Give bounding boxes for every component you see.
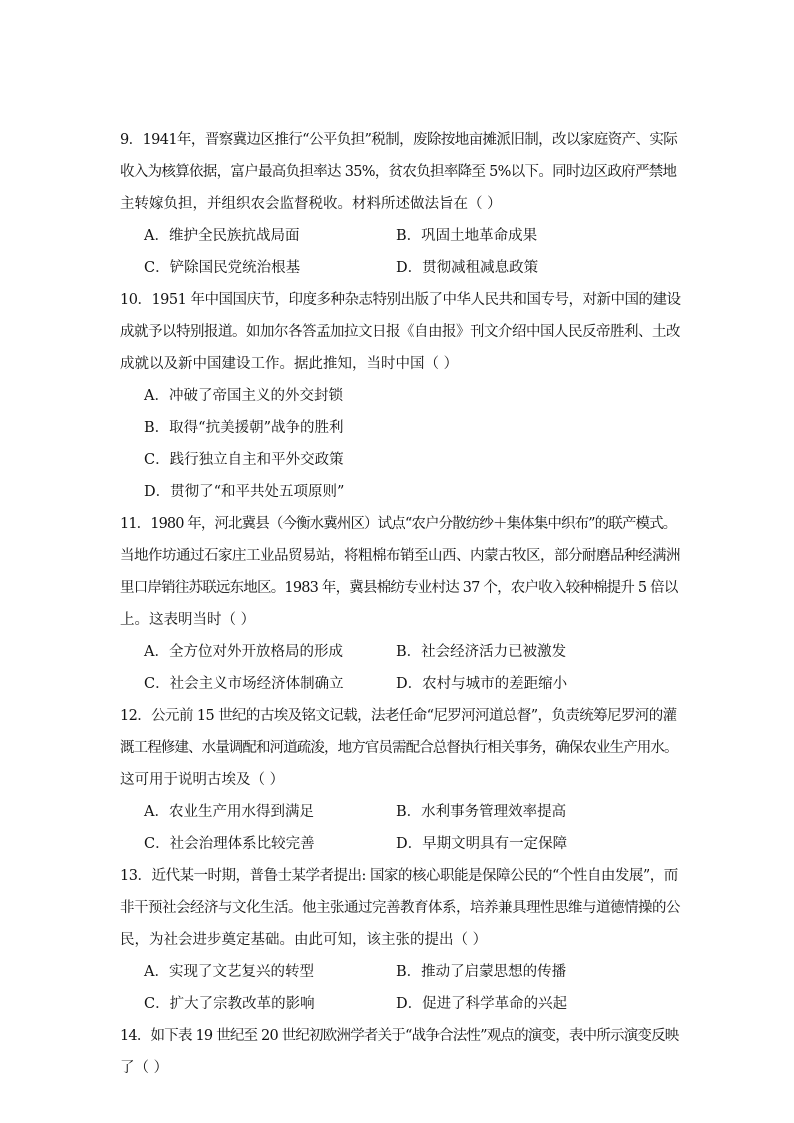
- question-text-line: 主转嫁负担，并组织农会监督税收。材料所述做法旨在（ ）: [120, 196, 502, 212]
- question-text-line: 了（ ）: [120, 1060, 169, 1076]
- option-c: C．践行独立自主和平外交政策: [144, 452, 344, 468]
- option-a: A．维护全民族抗战局面: [144, 228, 300, 244]
- option-a: A．冲破了帝国主义的外交封锁: [144, 388, 343, 404]
- question-text-line: 里口岸销往苏联远东地区。1983 年，冀县棉纺专业村达 37 个，农户收入较种棉提升 5 倍以: [120, 580, 678, 596]
- question-text-line: 收入为核算依据，富户最高负担率达 35%，贫农负担率降至 5%以下。同时边区政府严禁地: [120, 164, 677, 180]
- question-text-line: 溉工程修建、水量调配和河道疏浚，地方官员需配合总督执行相关事务，确保农业生产用水。: [120, 740, 678, 756]
- option-d: D．促进了科学革命的兴起: [396, 996, 568, 1012]
- option-c: C．扩大了宗教改革的影响: [144, 996, 315, 1012]
- question-text-line: 成就以及新中国建设工作。据此推知，当时中国（ ）: [120, 356, 459, 372]
- question-text-line: 14．如下表 19 世纪至 20 世纪初欧洲学者关于“战争合法性”观点的演变，表中所示演变反映: [120, 1028, 679, 1044]
- option-b: B．巩固土地革命成果: [396, 228, 538, 244]
- option-a: A．农业生产用水得到满足: [144, 804, 314, 820]
- question-text-line: 成就予以特别报道。如加尔各答孟加拉文日报《自由报》刊文介绍中国人民反帝胜利、土改: [120, 324, 680, 340]
- question-text-line: 10．1951 年中国国庆节，印度多种杂志特别出版了中华人民共和国专号，对新中国的建设: [120, 292, 681, 308]
- question-text-line: 这可用于说明古埃及（ ）: [120, 772, 285, 788]
- option-d: D．农村与城市的差距缩小: [396, 676, 568, 692]
- option-b: B．社会经济活力已被激发: [396, 644, 567, 660]
- option-c: C．社会主义市场经济体制确立: [144, 676, 344, 692]
- question-text-line: 非干预社会经济与文化生活。他主张通过完善教育体系，培养兼具理性思维与道德情操的公: [120, 900, 680, 916]
- option-b: B．取得“抗美援朝”战争的胜利: [144, 420, 344, 436]
- question-text-line: 13．近代某一时期，普鲁士某学者提出: 国家的核心职能是保障公民的“个性自由发展”，而: [120, 868, 678, 884]
- option-c: C．铲除国民党统治根基: [144, 260, 301, 276]
- option-a: A．全方位对外开放格局的形成: [144, 644, 343, 660]
- option-b: B．水利事务管理效率提高: [396, 804, 567, 820]
- option-d: D．贯彻减租减息政策: [396, 260, 539, 276]
- question-text-line: 当地作坊通过石家庄工业品贸易站，将粗棉布销至山西、内蒙古牧区，部分耐磨品种经满洲: [120, 548, 680, 564]
- question-text-line: 上。这表明当时（ ）: [120, 612, 256, 628]
- question-text-line: 12．公元前 15 世纪的古埃及铭文记载，法老任命“尼罗河河道总督”，负责统筹尼罗河的灌: [120, 708, 677, 724]
- option-d: D．贯彻了“和平共处五项原则”: [144, 484, 345, 500]
- option-b: B．推动了启蒙思想的传播: [396, 964, 567, 980]
- option-a: A．实现了文艺复兴的转型: [144, 964, 314, 980]
- question-text-line: 民，为社会进步奠定基础。由此可知，该主张的提出（ ）: [120, 932, 488, 948]
- question-text-line: 9．1941年，晋察冀边区推行“公平负担”税制，废除按地亩摊派旧制，改以家庭资产、实际: [120, 132, 678, 148]
- option-d: D．早期文明具有一定保障: [396, 836, 568, 852]
- option-c: C．社会治理体系比较完善: [144, 836, 315, 852]
- question-text-line: 11．1980 年，河北冀县（今衡水冀州区）试点“农户分散纺纱＋集体集中织布”的联产模式。: [120, 516, 677, 532]
